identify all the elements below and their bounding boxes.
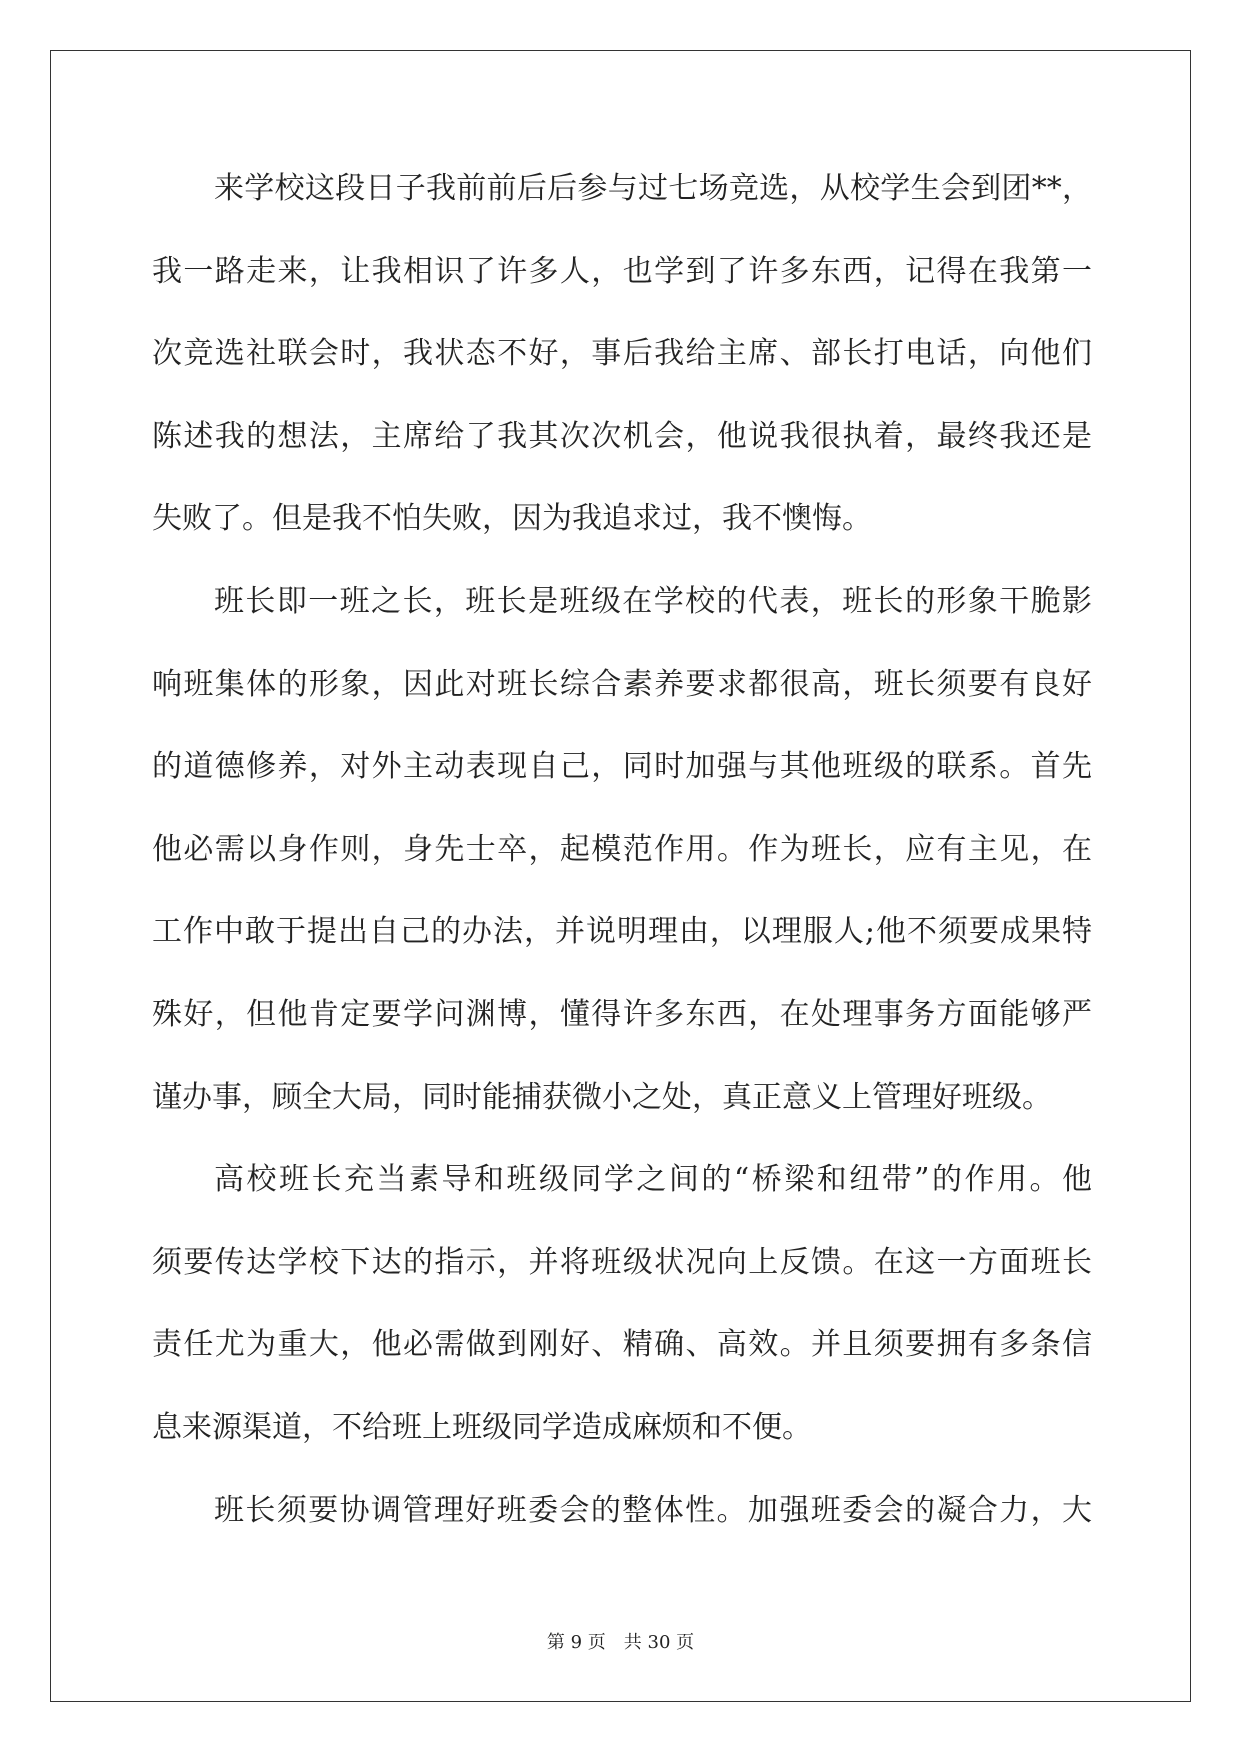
text-line: 次竞选社联会时，我状态不好，事后我给主席、部长打电话，向他们 — [152, 336, 1092, 372]
text-line: 责任尤为重大，他必需做到刚好、精确、高效。并且须要拥有多条信 — [152, 1327, 1092, 1363]
text-line: 班长须要协调管理好班委会的整体性。加强班委会的凝合力，大 — [214, 1492, 1092, 1528]
text-line: 失败了。但是我不怕失败，因为我追求过，我不懊悔。 — [152, 501, 872, 537]
text-line: 工作中敢于提出自己的办法，并说明理由，以理服人;他不须要成果特 — [152, 914, 1092, 950]
text-line: 殊好，但他肯定要学问渊博，懂得许多东西，在处理事务方面能够严 — [152, 996, 1092, 1032]
text-line: 他必需以身作则，身先士卒，起模范作用。作为班长，应有主见，在 — [152, 831, 1092, 867]
text-line: 来学校这段日子我前前后后参与过七场竞选，从校学生会到团**， — [214, 171, 1092, 206]
text-line: 息来源渠道，不给班上班级同学造成麻烦和不便。 — [152, 1409, 812, 1445]
text-line: 陈述我的想法，主席给了我其次次机会，他说我很执着，最终我还是 — [152, 418, 1092, 454]
document-body — [152, 148, 1092, 1552]
text-line: 须要传达学校下达的指示，并将班级状况向上反馈。在这一方面班长 — [152, 1244, 1092, 1280]
text-line: 的道德修养，对外主动表现自己，同时加强与其他班级的联系。首先 — [152, 749, 1092, 785]
text-line: 响班集体的形象，因此对班长综合素养要求都很高，班长须要有良好 — [152, 666, 1092, 702]
page-total: 共 30 页 — [623, 1632, 695, 1653]
text-line: 谨办事，顾全大局，同时能捕获微小之处，真正意义上管理好班级。 — [152, 1079, 1052, 1115]
text-line: 高校班长充当素导和班级同学之间的“桥梁和纽带”的作用。他 — [214, 1162, 1092, 1198]
text-line: 班长即一班之长，班长是班级在学校的代表，班长的形象干脆影 — [214, 583, 1092, 619]
text-line: 我一路走来，让我相识了许多人，也学到了许多东西，记得在我第一 — [152, 253, 1092, 289]
page-number: 第 9 页 — [546, 1632, 606, 1653]
page-footer — [0, 1628, 1241, 1654]
